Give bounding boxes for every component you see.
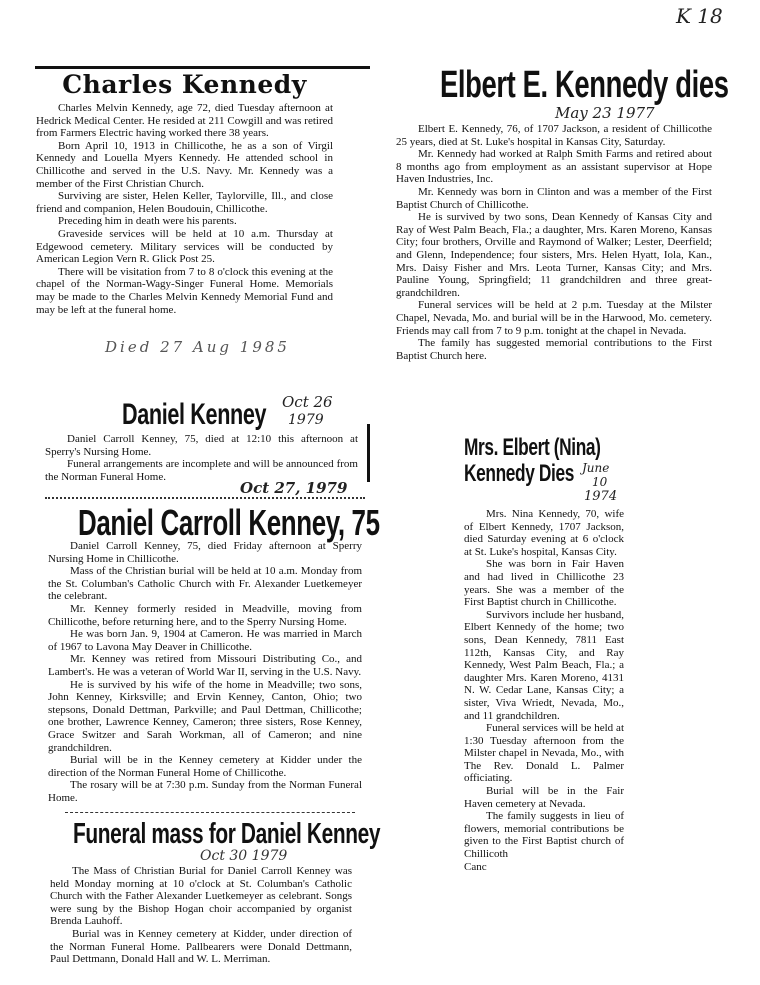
paragraph: Survivors include her husband, Elbert Kennedy of the home; two sons, Dean Kennedy, 7811 East 112th, Kansas City, and Ray Kennedy, West Palm Beach, Fla.; a daughter Mrs. Karen Moreno, 4131 N. W. Cedar Lane, Kansas City; a sister, Viva Wriedt, Nevada, Mo., and 11 grandchildren.: [464, 608, 624, 722]
paragraph: He is survived by his wife of the home in Meadville; two sons, John Kenney, Kirksville; and Ervin Kenney, Canton, Ohio; two stepsons, Donald Dettman, Parkville; and Paul Dettman, Chillicothe; one brother, Lawrence Kenney, Cameron; three sisters, Rose Kenney, Grace Switzer and Sarah Workman, all of Cameron; and nine grandchildren.: [48, 678, 362, 754]
paragraph: There will be visitation from 7 to 8 o'clock this evening at the chapel of the Norman-Wagy-Singer Funeral Home. Memorials may be made to the Charles Melvin Kennedy Memorial Fund and may be left at the funeral home.: [36, 265, 333, 316]
paragraph: Burial will be in the Fair Haven cemetery at Nevada.: [464, 785, 624, 810]
clipping-elbert-kennedy: [396, 64, 729, 362]
handwritten-year: 1979: [288, 412, 324, 428]
paragraph: Funeral services will be held at 2 p.m. Tuesday at the Milster Chapel, Nevada, Mo. and burial will be in the Harwood, Mo. cemetery. Friends may call from 7 to 9 p.m. tonight at the chapel in Nevada.: [396, 299, 712, 337]
article-body: [36, 102, 333, 316]
paragraph: Funeral arrangements are incomplete and will be announced from the Norman Funeral Home.: [45, 458, 358, 483]
page-mark: K 18: [676, 4, 723, 28]
paragraph: The rosary will be at 7:30 p.m. Sunday from the Norman Funeral Home.: [48, 779, 362, 804]
paragraph: The Mass of Christian Burial for Daniel Carroll Kenney was held Monday morning at 10 o'clock at St. Columban's Catholic Church with the Father Alexander Luetkemeyer as celebrant. Songs were sung by the Bishop Hogan choir accompanied by organist Brenda Lauhoff.: [50, 865, 352, 928]
paragraph: Charles Melvin Kennedy, age 72, died Tuesday afternoon at Hedrick Medical Center. He resided at 211 Cowgill and was retired from Farmers Electric having worked there 38 years.: [36, 102, 333, 140]
paragraph: Mr. Kennedy had worked at Ralph Smith Farms and retired about 8 months ago from employment as an assistant supervisor at Hope Haven Industries, Inc.: [396, 148, 712, 186]
paragraph: Mass of the Christian burial will be held at 10 a.m. Monday from the St. Columban's Catholic Church with Fr. Alexander Luetkemeyer the celebrant.: [48, 565, 362, 603]
article-body: [396, 123, 712, 362]
article-body: [48, 540, 362, 804]
paragraph: Burial will be in the Kenney cemetery at Kidder under the direction of the Norman Funeral Home of Chillicothe.: [48, 754, 362, 779]
paragraph: Canc: [464, 860, 487, 873]
paragraph: Elbert E. Kennedy, 76, of 1707 Jackson, a resident of Chillicothe 25 years, died at St. Luke's hospital in Kansas City, Saturday.: [396, 123, 712, 148]
paragraph: Daniel Carroll Kenney, 75, died Friday afternoon at Sperry Nursing Home in Chillicothe.: [48, 540, 362, 565]
article-body: [50, 865, 352, 966]
headline: Funeral mass for Daniel Kenney: [73, 818, 381, 850]
handwritten-date: Oct 26: [282, 393, 333, 411]
headline: Charles Kennedy: [62, 70, 307, 99]
paragraph: Funeral services will be held at 1:30 Tuesday afternoon from the Milster chapel in Nevada, Mo., with The Rev. Donald L. Palmer officiating.: [464, 722, 624, 785]
paragraph: The family has suggested memorial contributions to the First Baptist Church here.: [396, 337, 712, 362]
clipping-charles-kennedy: [36, 70, 333, 316]
paragraph: He was born Jan. 9, 1904 at Cameron. He was married in March of 1967 to Lavona May Deaver in Chillicothe.: [48, 628, 362, 653]
paragraph: Born April 10, 1913 in Chillicothe, he as a son of Virgil Kennedy and Louella Myers Kennedy. He attended school in Chillicothe and served in the U.S. Navy. Mr. Kennedy was a member of the First Christian Church.: [36, 139, 333, 190]
clipping-funeral-mass: [50, 818, 381, 966]
paragraph: He is survived by two sons, Dean Kennedy of Kansas City and Ray of West Palm Beach, Fla.; a daughter, Mrs. Karen Moreno, Kansas City; four brothers, Orville and Raymond of Walker; Lester, Deerfield; and Glenn, Independence; four sisters, Mrs. Helen Hyatt, Iola, Kan., Mrs. Daisy Fisher and Mrs. Leota Turner, Kansas City; and Mrs. Pauline Young, Springfield; 11 grandchildren and three great-grandchildren.: [396, 211, 712, 299]
paragraph: Mr. Kenney formerly resided in Meadville, moving from Chillicothe, before returning here, and to the Sperry Nursing Home.: [48, 602, 362, 628]
paragraph: Burial was in Kenney cemetery at Kidder, under direction of the Norman Funeral Home. Pallbearers were Donald Dettmann, Paul Dettmann, Donald Hall and W. L. Merriman.: [50, 927, 352, 966]
paragraph: Mrs. Nina Kennedy, 70, wife of Elbert Kennedy, 1707 Jackson, died Saturday evening at 6 o'clock at St. Luke's hospital, Kansas City.: [464, 508, 624, 558]
clipping-edge: [367, 424, 370, 482]
divider: [65, 812, 355, 813]
handwritten-date: May 23 1977: [555, 104, 655, 122]
headline-line-1: Mrs. Elbert (Nina): [464, 434, 601, 461]
paragraph: Mr. Kenney was retired from Missouri Distributing Co., and Lambert's. He was a veteran of World War II, serving in the U.S. Navy.: [48, 653, 362, 678]
headline: Elbert E. Kennedy dies: [440, 64, 729, 106]
paragraph: Preceding him in death were his parents.: [58, 215, 237, 228]
article-body: [45, 433, 358, 483]
paragraph: Daniel Carroll Kenney, 75, died at 12:10 this afternoon at Sperry's Nursing Home.: [45, 433, 358, 458]
headline: Daniel Carroll Kenney, 75: [78, 502, 380, 543]
paragraph: She was born in Fair Haven and had lived in Chillicothe 23 years. She was a member of the First Baptist church in Chillicothe.: [464, 558, 624, 609]
handwritten-day: 10: [592, 475, 608, 489]
paragraph: Mr. Kennedy was born in Clinton and was a member of the First Baptist Church of Chillicothe.: [396, 185, 712, 211]
handwritten-date: Oct 27, 1979: [240, 479, 348, 497]
handwritten-date: Died 27 Aug 1985: [105, 338, 290, 356]
headline: Daniel Kenney: [122, 398, 267, 431]
paragraph: Graveside services will be held at 10 a.m. Thursday at Edgewood cemetery. Military services will be conducted by American Legion Vern R. Glick Post 25.: [36, 227, 333, 266]
paragraph: The family suggests in lieu of flowers, memorial contributions be given to the First Baptist church of Chillicoth: [464, 810, 624, 861]
handwritten-year: 1974: [584, 489, 618, 504]
clipping-daniel-carroll-kenney: [48, 502, 380, 804]
headline-line-2: Kennedy Dies: [464, 460, 574, 487]
divider: [35, 66, 370, 69]
handwritten-date: Oct 30 1979: [200, 848, 288, 864]
divider: [45, 497, 365, 499]
handwritten-month: June: [582, 461, 610, 475]
paragraph: Surviving are sister, Helen Keller, Taylorville, Ill., and close friend and companion, Helen Boudouin, Chillicothe.: [36, 190, 333, 215]
article-body: [464, 508, 624, 873]
